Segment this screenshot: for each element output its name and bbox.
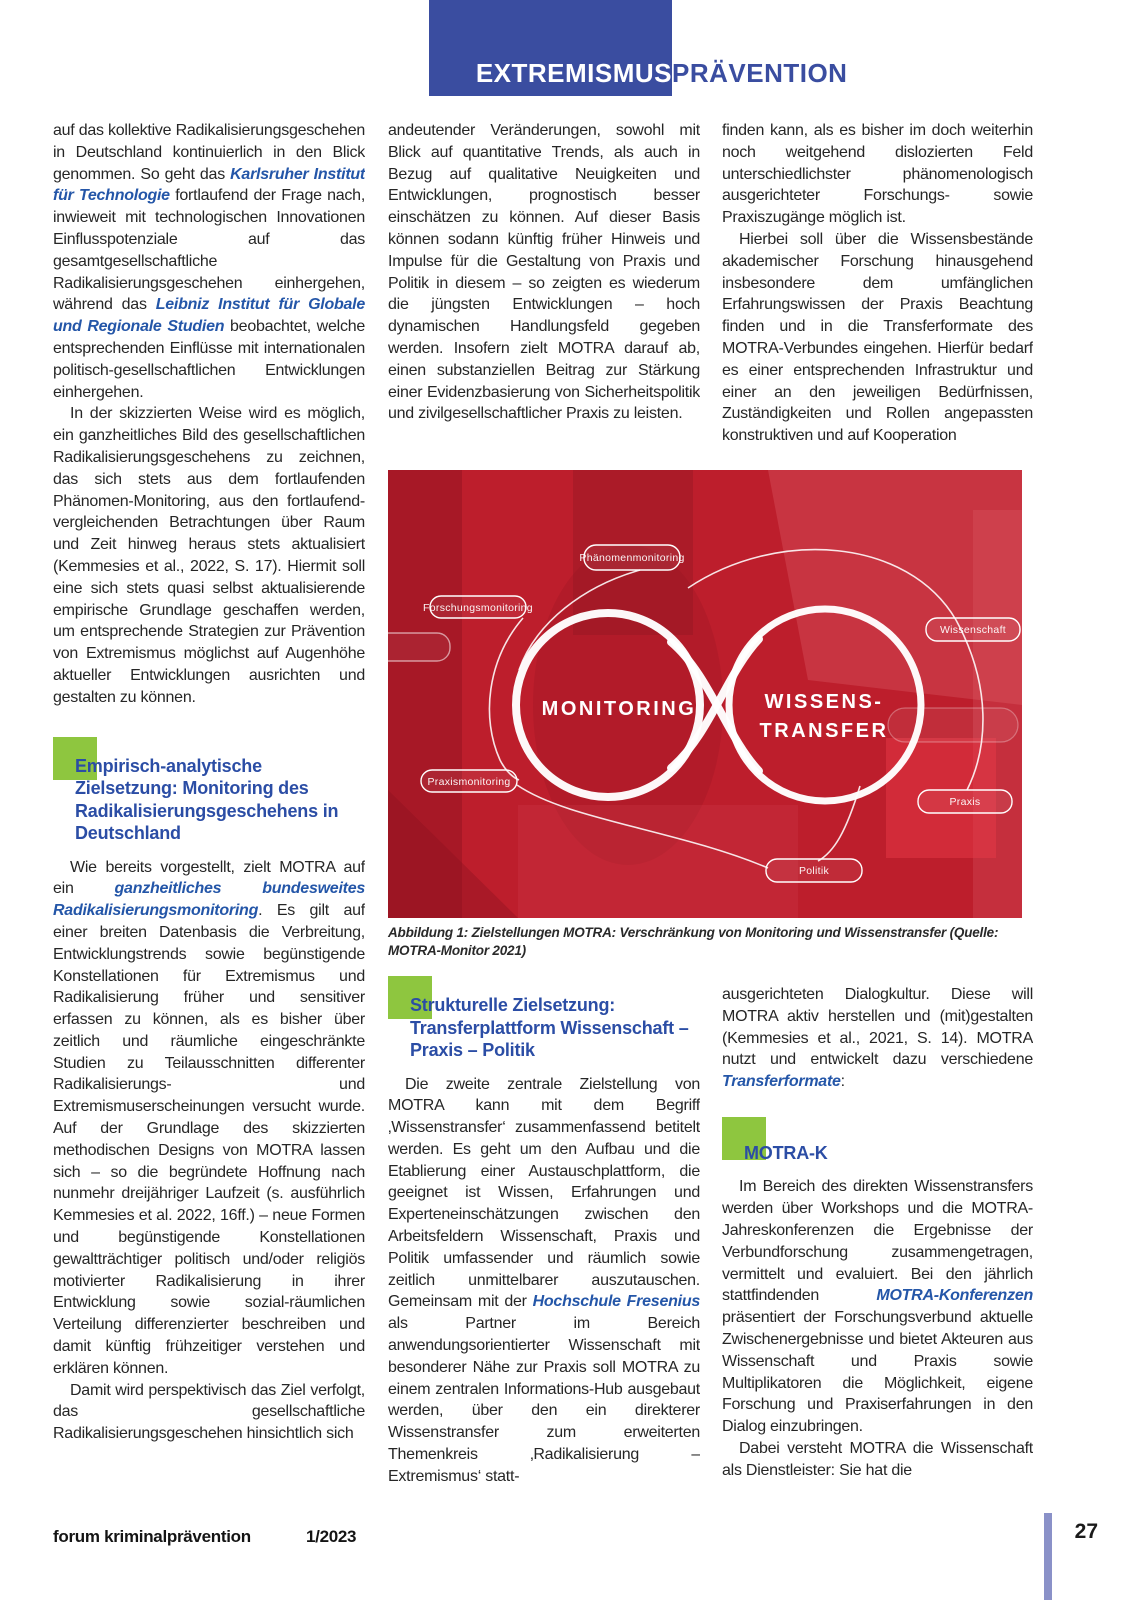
column-3-bottom xyxy=(722,970,1033,1530)
section-heading-empirisch xyxy=(53,737,365,845)
column-3-top xyxy=(722,120,1033,468)
paragraph: Die zweite zentrale Zielstellung von MOTRA kann mit dem Begriff ‚Wissenstransfer‘ zusammenfassend betitelt werden. Es geht um den Aufbau und die Etablierung einer Austauschplattform, die geeignet ist Wissen, Erfahrungen und Experteneinschätzungen zwischen den Arbeitsfeldern Wissenschaft, Praxis und Politik umfassender und räumlich sowie zeitlich unmittelbarer auszutauschen. Gemeinsam mit der Hochschule Fresenius als Partner im Bereich anwendungsorientierter Wissenschaft mit besonderer Nähe zur Praxis soll MOTRA zu einem zentralen Informations-Hub ausgebaut werden, über den ein direkterer Wissenstransfer zum erweiterten Themenkreis ‚Radikalisierung – Extremismus‘ statt- xyxy=(388,1075,700,1485)
wissenstransfer-word-line2: TRANSFER xyxy=(759,720,889,742)
label-politik: Politik xyxy=(798,865,830,877)
section-heading-motra-k xyxy=(722,1117,1033,1165)
section-title: MOTRA-K xyxy=(744,1142,828,1163)
header-title-highlight: EXTREMISMUS xyxy=(475,58,672,88)
column-2-bottom xyxy=(388,970,700,1530)
cropped-label-box xyxy=(388,633,450,661)
column-1 xyxy=(53,120,365,1512)
footer-journal-name: forum kriminalprävention xyxy=(53,1527,251,1546)
paragraph: Damit wird perspektivisch das Ziel verfolgt, das gesellschaftliche Radikalisierungsgeschehen hinsichtlich sich xyxy=(53,1381,365,1443)
section-title: Empirisch-analytische Zielsetzung: Monitoring des Radikalisierungsgeschehens in Deutschland xyxy=(75,755,339,844)
motra-infinity-diagram xyxy=(388,470,1022,918)
label-wissenschaft: Wissenschaft xyxy=(939,624,1007,636)
paragraph: ausgerichteten Dialogkultur. Diese will MOTRA aktiv herstellen und (mit)gestalten (Kemmesies et al., 2021, S. 14). MOTRA nutzt und entwickelt dazu verschiedene Transferformate: xyxy=(722,986,1033,1091)
paragraph: Dabei versteht MOTRA die Wissenschaft als Dienstleister: Sie hat die xyxy=(722,1440,1033,1479)
footer-issue: 1/2023 xyxy=(306,1527,357,1546)
texture-patch xyxy=(518,805,798,918)
label-forschungsmonitoring: Forschungsmonitoring xyxy=(423,602,533,614)
paragraph: In der skizzierten Weise wird es möglich, ein ganzheitliches Bild des gesellschaftlichen Radikalisierungsgeschehens zu zeichnen, das sich stets aus dem fortlaufenden Phänomen-Monitoring, aus den fortlaufend-vergleichenden Betrachtungen über Raum und Zeit hinweg heraus stets aktualisiert (Kemmesies et al., 2022, S. 17). Hiermit soll eine sich stets quasi selbst aktualisierende empirische Grundlage geschaffen werden, um entsprechende Strategien zur Prävention von Extremismus möglichst auf Augenhöhe aktueller Entwicklungen ausrichten und gestalten zu können. xyxy=(53,405,365,706)
paragraph: finden kann, als es bisher im doch weiterhin noch weitgehend dislozierten Feld unterschiedlichster phänomenologisch ausgerichteter Forschungs- sowie Praxiszugänge möglich ist. xyxy=(722,122,1033,227)
label-praxismonitoring: Praxismonitoring xyxy=(427,776,511,788)
figure-abbildung-1 xyxy=(388,470,1022,918)
column-2-top xyxy=(388,120,700,468)
paragraph: andeutender Veränderungen, sowohl mit Blick auf quantitative Trends, als auch in Bezug auf qualitative Neuigkeiten und Entwicklungen, prognostisch besser einschätzen zu können. Auf dieser Basis können sodann künftig früher Hinweis und Impulse für die Gestaltung von Praxis und Politik in diesem – so zeigten es wiederum die jüngsten Entwicklungen – hoch dynamischen Handlungsfeld gegeben werden. Insofern zielt MOTRA darauf ab, einen substanziellen Beitrag zur Stärkung einer Evidenzbasierung von Sicherheitspolitik und zivilgesellschaftlicher Praxis zu leisten. xyxy=(388,122,700,423)
label-praxis: Praxis xyxy=(949,796,981,808)
monitoring-word: MONITORING xyxy=(541,698,697,720)
section-title: Strukturelle Zielsetzung: Transferplattform Wissenschaft – Praxis – Politik xyxy=(410,995,689,1060)
ghost-label-box xyxy=(888,708,1018,742)
figure-caption: Abbildung 1: Zielstellungen MOTRA: Verschränkung von Monitoring und Wissenstransfer (Quelle: MOTRA-Monitor 2021) xyxy=(388,925,999,958)
paragraph: auf das kollektive Radikalisierungsgeschehen in Deutschland kontinuierlich in den Blick genommen. So geht das Karlsruher Institut für Technologie fortlaufend der Frage nach, inwieweit mit technologischen Innovationen Einflusspotenziale auf das gesamtgesellschaftliche Radikalisierungsgeschehen einhergehen, während das Leibniz Institut für Globale und Regionale Studien beobachtet, welche entsprechenden Einflüsse mit internationalen politisch-gesellschaftlichen Entwicklungen einhergehen. xyxy=(53,122,365,401)
wissenstransfer-word-line1: WISSENS- xyxy=(764,691,884,713)
paragraph: Wie bereits vorgestellt, zielt MOTRA auf ein ganzheitliches bundesweites Radikalisierungsmonitoring. Es gilt auf einer breiten Datenbasis die Verbreitung, Entwicklungstrends sowie begünstigende Konstellationen für Extremismus und Radikalisierung früher und sensitiver erfassen zu können, als es bisher über zeitlich und räumliche eingeschränkte Studien zu Teilausschnitten differenter Radikalisierungs- und Extremismuserscheinungen versucht wurde. Auf der Grundlage des skizzierten methodischen Designs von MOTRA lassen sich – so die begründete Hoffnung nach nunmehr dreijähriger Laufzeit (s. ausführlich Kemmesies et al. 2022, 16ff.) – neue Formen und begünstigende Konstellationen gewaltträchtiger politisch und/oder religiös motivierter Radikalisierung in ihrer Entwicklung sowie sozial-räumlichen Verteilung differenzierter beschreiben und damit künftig frühzeitiger verstehen und erklären können. xyxy=(53,858,365,1377)
paragraph: Hierbei soll über die Wissensbestände akademischer Forschung hinausgehend insbesondere dem umfänglichen Erfahrungswissen der Praxis Beachtung finden und in die Transferformate des MOTRA-Verbundes eingehen. Hierfür bedarf es einer entsprechenden Infrastruktur und einer an den jeweiligen Bedürfnissen, Zuständigkeiten und Rollen angepassten konstruktiven und auf Kooperation xyxy=(722,230,1033,445)
section-heading-strukturelle xyxy=(388,976,700,1062)
paragraph: Im Bereich des direkten Wissenstransfers werden über Workshops und die MOTRA-Jahreskonferenzen die Ergebnisse der Verbundforschung zusammengetragen, vermittelt und evaluiert. Bei den jährlich stattfindenden MOTRA-Konferenzen präsentiert der Forschungsverbund aktuelle Zwischenergebnisse und bietet Akteuren aus Wissenschaft und Praxis sowie Multiplikatoren die Möglichkeit, eigene Forschung und Praxiserfahrungen in den Dialog einzubringen. xyxy=(722,1178,1033,1436)
header-title-rest: PRÄVENTION xyxy=(672,58,848,88)
page-number: 27 xyxy=(1074,1520,1098,1543)
label-phaenomenmonitoring: Phänomenmonitoring xyxy=(579,552,685,564)
